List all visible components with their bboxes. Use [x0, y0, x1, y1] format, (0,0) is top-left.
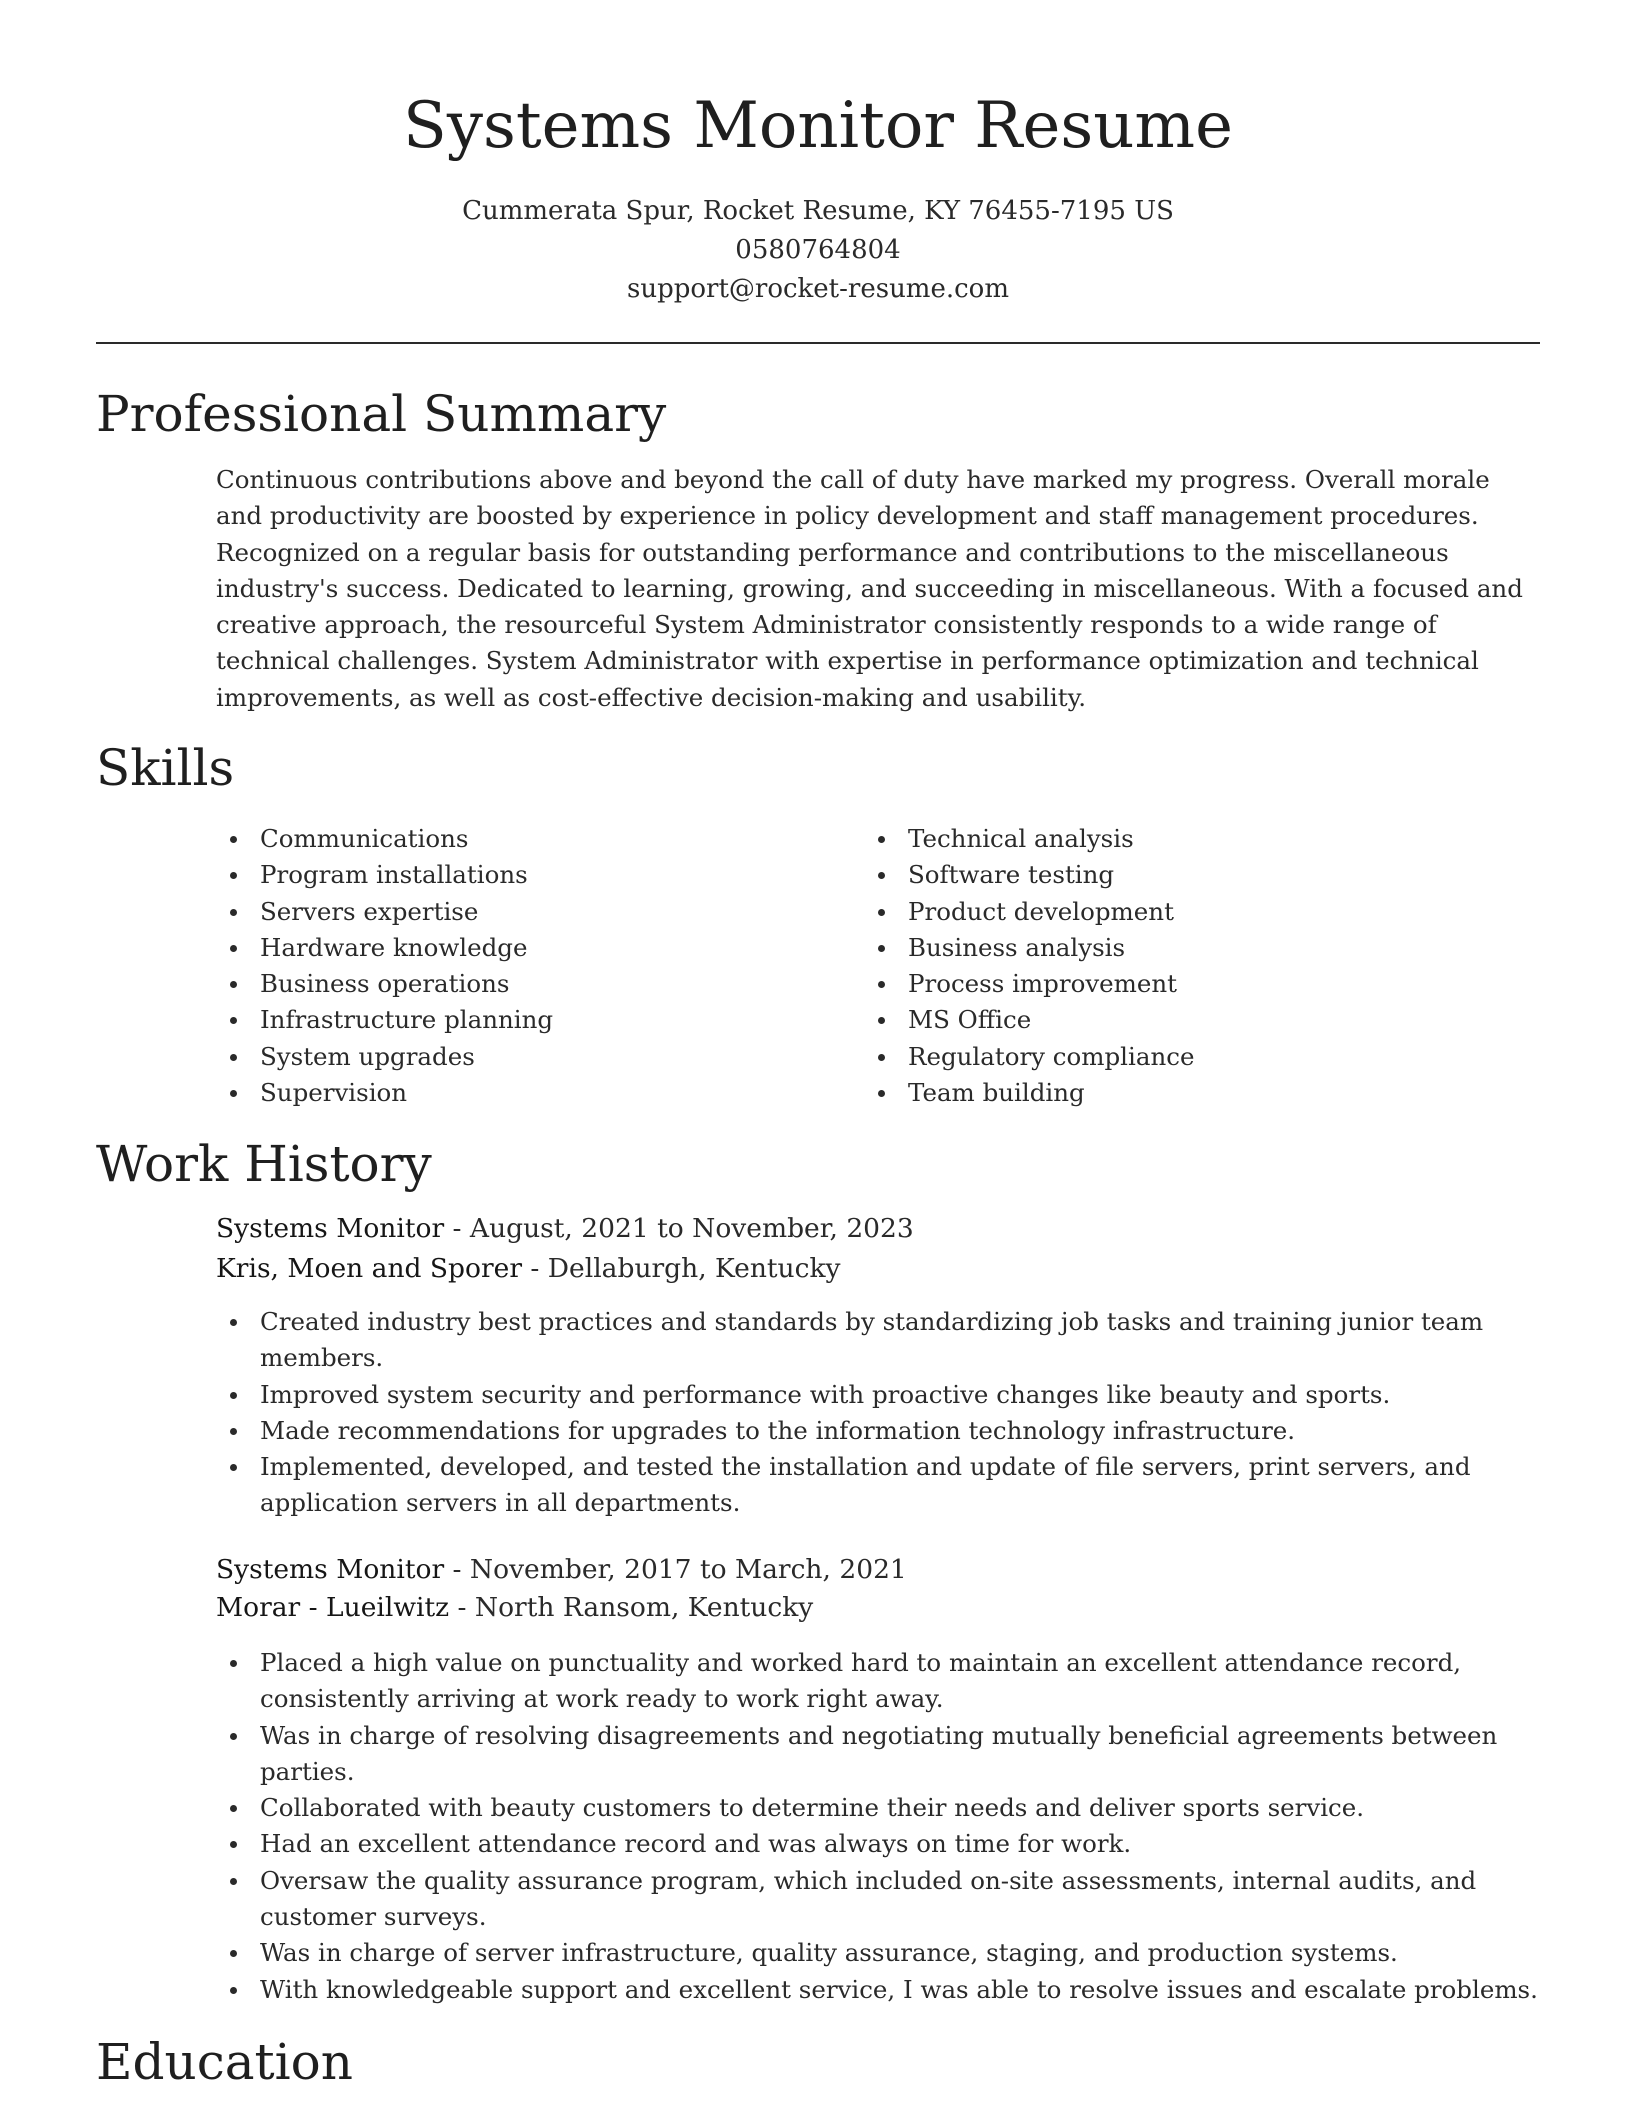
- job-company-line: [216, 1588, 813, 1628]
- job-bullet: Implemented, developed, and tested the installation and update of file servers, print servers, and application servers in all departments.: [216, 1449, 1540, 1522]
- skill-item: Program installations: [216, 857, 553, 893]
- job-bullet: Oversaw the quality assurance program, which included on-site assessments, internal audits, and customer surveys.: [216, 1863, 1540, 1936]
- skill-item: Business analysis: [864, 930, 1194, 966]
- contact-info: [96, 192, 1540, 309]
- job-dates: - August, 2021 to November, 2023: [444, 1213, 914, 1244]
- job-title-line: [216, 1550, 907, 1590]
- job-bullet: Placed a high value on punctuality and worked hard to maintain an excellent attendance record, consistently arriving at work ready to work right away.: [216, 1645, 1540, 1718]
- job-bullet: Created industry best practices and standards by standardizing job tasks and training junior team members.: [216, 1304, 1540, 1377]
- skill-item: System upgrades: [216, 1039, 553, 1075]
- job-bullet: Was in charge of resolving disagreements and negotiating mutually beneficial agreements between parties.: [216, 1718, 1540, 1791]
- skill-item: Infrastructure planning: [216, 1002, 553, 1038]
- summary-text: Continuous contributions above and beyond the call of duty have marked my progress. Overall morale and productivity are boosted by experience in policy development and staff management procedures. Recognized on a regular basis for outstanding performance and contributions to the miscellaneous industry's success. Dedicated to learning, growing, and succeeding in miscellaneous. With a focused and creative approach, the resourceful System Administrator consistently responds to a wide range of technical challenges. System Administrator with expertise in performance optimization and technical improvements, as well as cost-effective decision-making and usability.: [216, 465, 1523, 712]
- work-history-heading: Work History: [96, 1135, 432, 1193]
- skill-item: Software testing: [864, 857, 1194, 893]
- skills-heading: Skills: [96, 739, 235, 797]
- contact-email: support@rocket-resume.com: [626, 274, 1009, 304]
- job-location: - Dellaburgh, Kentucky: [522, 1253, 841, 1284]
- skill-item: Process improvement: [864, 966, 1194, 1002]
- job-bullet: With knowledgeable support and excellent service, I was able to resolve issues and escalate problems.: [216, 1972, 1540, 2008]
- job-bullet: Made recommendations for upgrades to the information technology infrastructure.: [216, 1413, 1540, 1449]
- skill-item: Communications: [216, 821, 553, 857]
- skill-item: Regulatory compliance: [864, 1039, 1194, 1075]
- job-bullet: Collaborated with beauty customers to determine their needs and deliver sports service.: [216, 1790, 1540, 1826]
- contact-address: Cummerata Spur, Rocket Resume, KY 76455-7195 US: [462, 196, 1174, 226]
- job-title-line: [216, 1209, 914, 1249]
- contact-phone: 0580764804: [735, 235, 901, 265]
- education-heading: Education: [96, 2033, 353, 2091]
- job-company: Kris, Moen and Sporer: [216, 1253, 522, 1284]
- job-bullet: Improved system security and performance with proactive changes like beauty and sports.: [216, 1377, 1540, 1413]
- skill-item: MS Office: [864, 1002, 1194, 1038]
- skill-item: Servers expertise: [216, 894, 553, 930]
- job-title: Systems Monitor: [216, 1554, 445, 1585]
- resume-title: Systems Monitor Resume: [403, 89, 1233, 163]
- summary-heading: Professional Summary: [96, 385, 667, 443]
- job-bullet: Was in charge of server infrastructure, quality assurance, staging, and production systems.: [216, 1935, 1540, 1971]
- job-responsibilities: [216, 1645, 1540, 2008]
- job-responsibilities: [216, 1304, 1540, 1522]
- skills-list-right: [864, 821, 1194, 1111]
- skill-item: Technical analysis: [864, 821, 1194, 857]
- skill-item: Team building: [864, 1075, 1194, 1111]
- skill-item: Supervision: [216, 1075, 553, 1111]
- header-divider: [96, 342, 1540, 344]
- skills-list-left: [216, 821, 553, 1111]
- skill-item: Hardware knowledge: [216, 930, 553, 966]
- job-location: - North Ransom, Kentucky: [449, 1592, 814, 1623]
- job-dates: - November, 2017 to March, 2021: [444, 1554, 907, 1585]
- job-company-line: [216, 1249, 840, 1289]
- job-title: Systems Monitor: [216, 1213, 445, 1244]
- job-bullet: Had an excellent attendance record and was always on time for work.: [216, 1826, 1540, 1862]
- job-company: Morar - Lueilwitz: [216, 1592, 450, 1623]
- skill-item: Business operations: [216, 966, 553, 1002]
- skill-item: Product development: [864, 894, 1194, 930]
